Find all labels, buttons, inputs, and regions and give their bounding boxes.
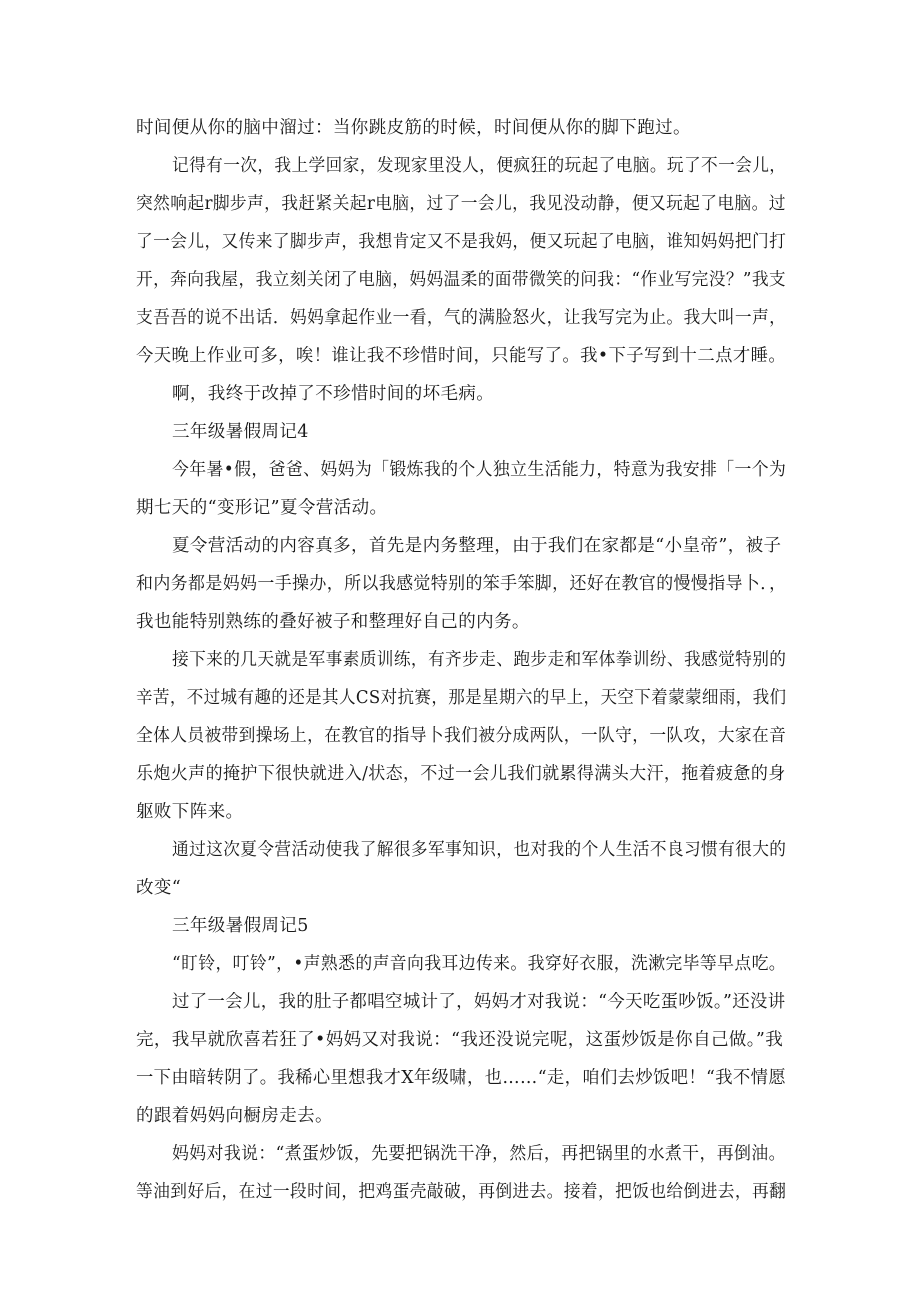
- text-line: “盯铃，叮铃”，•声熟悉的声音向我耳边传来。我穿好衣服，洗漱完毕等早点吃。: [172, 954, 787, 974]
- text-line: 等油到好后，在过一段时间，把鸡蛋壳敲破，再倒进去。接着，把饭也给倒进去，再翻: [136, 1182, 787, 1202]
- text-line: 期七天的“变形记”夏令营活动。: [136, 498, 388, 518]
- text-line: 时间便从你的脑中溜过：当你跳皮筋的时候，时间便从你的脚下跑过。: [136, 118, 691, 138]
- text-line: 今年暑•假，爸爸、妈妈为「锻炼我的个人独立生活能力，特意为我安排「一个为: [172, 460, 787, 480]
- text-line: 一下由暗转阴了。我稀心里想我才X年级啸，也……“走，咱们去炒饭吧！“我不情愿: [136, 1068, 787, 1088]
- text-line: 全体人员被带到操场上，在教官的指导卜我们被分成两队，一队守，一队攻，大家在音: [136, 726, 787, 746]
- text-line: 乐炮火声的掩护下很快就进入/状态，不过一会儿我们就累得满头大汗，拖着疲惫的身: [136, 764, 786, 784]
- text-line: 突然响起r脚步声，我赶紧关起r电脑，过了一会儿，我见没动静，便又玩起了电脑。过: [136, 194, 786, 214]
- text-line: 夏令营活动的内容真多，首先是内务整理，由于我们在家都是“小皇帝”，被子: [172, 536, 782, 556]
- text-line: 我也能特别熟练的叠好被子和整理好自己的内务。: [136, 612, 530, 632]
- text-line: 辛苦，不过城有趣的还是其人CS对抗赛，那是星期六的早上，天空下着蒙蒙细雨，我们: [136, 688, 787, 708]
- text-line: 改变“: [136, 878, 182, 898]
- text-line: 接下来的几天就是军事素质训练，有齐步走、跑步走和军体拳训纷、我感觉特别的: [172, 650, 787, 670]
- text-line: 的跟着妈妈向橱房走去。: [136, 1106, 333, 1126]
- text-line: 开，奔向我屋，我立刻关闭了电脑，妈妈温柔的面带微笑的问我：“作业写完没？”我支: [136, 270, 787, 290]
- section-heading: 三年级暑假周记4: [172, 422, 309, 442]
- text-line: 过了一会儿，我的肚子都唱空城计了，妈妈才对我说：“今天吃蛋吵饭。”还没讲: [172, 992, 786, 1012]
- text-line: 躯败下阵来。: [136, 802, 244, 822]
- text-line: 和内务都是妈妈一手操办，所以我感觉特别的笨手笨脚，还好在教官的慢慢指导卜．，: [136, 574, 787, 594]
- section-heading: 三年级暑假周记5: [172, 916, 309, 936]
- text-line: 记得有一次，我上学回家，发现家里没人，便疯狂的玩起了电脑。玩了不一会儿，: [172, 156, 787, 176]
- text-line: 了一会儿，又传来了脚步声，我想肯定又不是我妈，便又玩起了电脑，谁知妈妈把门打: [136, 232, 787, 252]
- text-line: 啊，我终于改掉了不珍惜时间的坏毛病。: [172, 384, 495, 404]
- text-line: 妈妈对我说：“煮蛋炒饭，先要把锅洗干净，然后，再把锅里的水煮干，再倒油。: [172, 1144, 786, 1164]
- text-line: 完，我早就欣喜若狂了•妈妈又对我说：“我还没说完呢，这蛋炒饭是你自己做。”我: [136, 1030, 784, 1050]
- text-line: 通过这次夏令营活动使我了解很多军事知识，也对我的个人生活不良习惯有很大的: [172, 840, 787, 860]
- text-line: 支吾吾的说不出话．妈妈拿起作业一看，气的满脸怒火，让我写完为止。我大叫一声，: [136, 308, 787, 328]
- text-line: 今天晚上作业可多，唉！谁让我不珍惜时间，只能写了。我•下子写到十二点才睡。: [136, 346, 787, 366]
